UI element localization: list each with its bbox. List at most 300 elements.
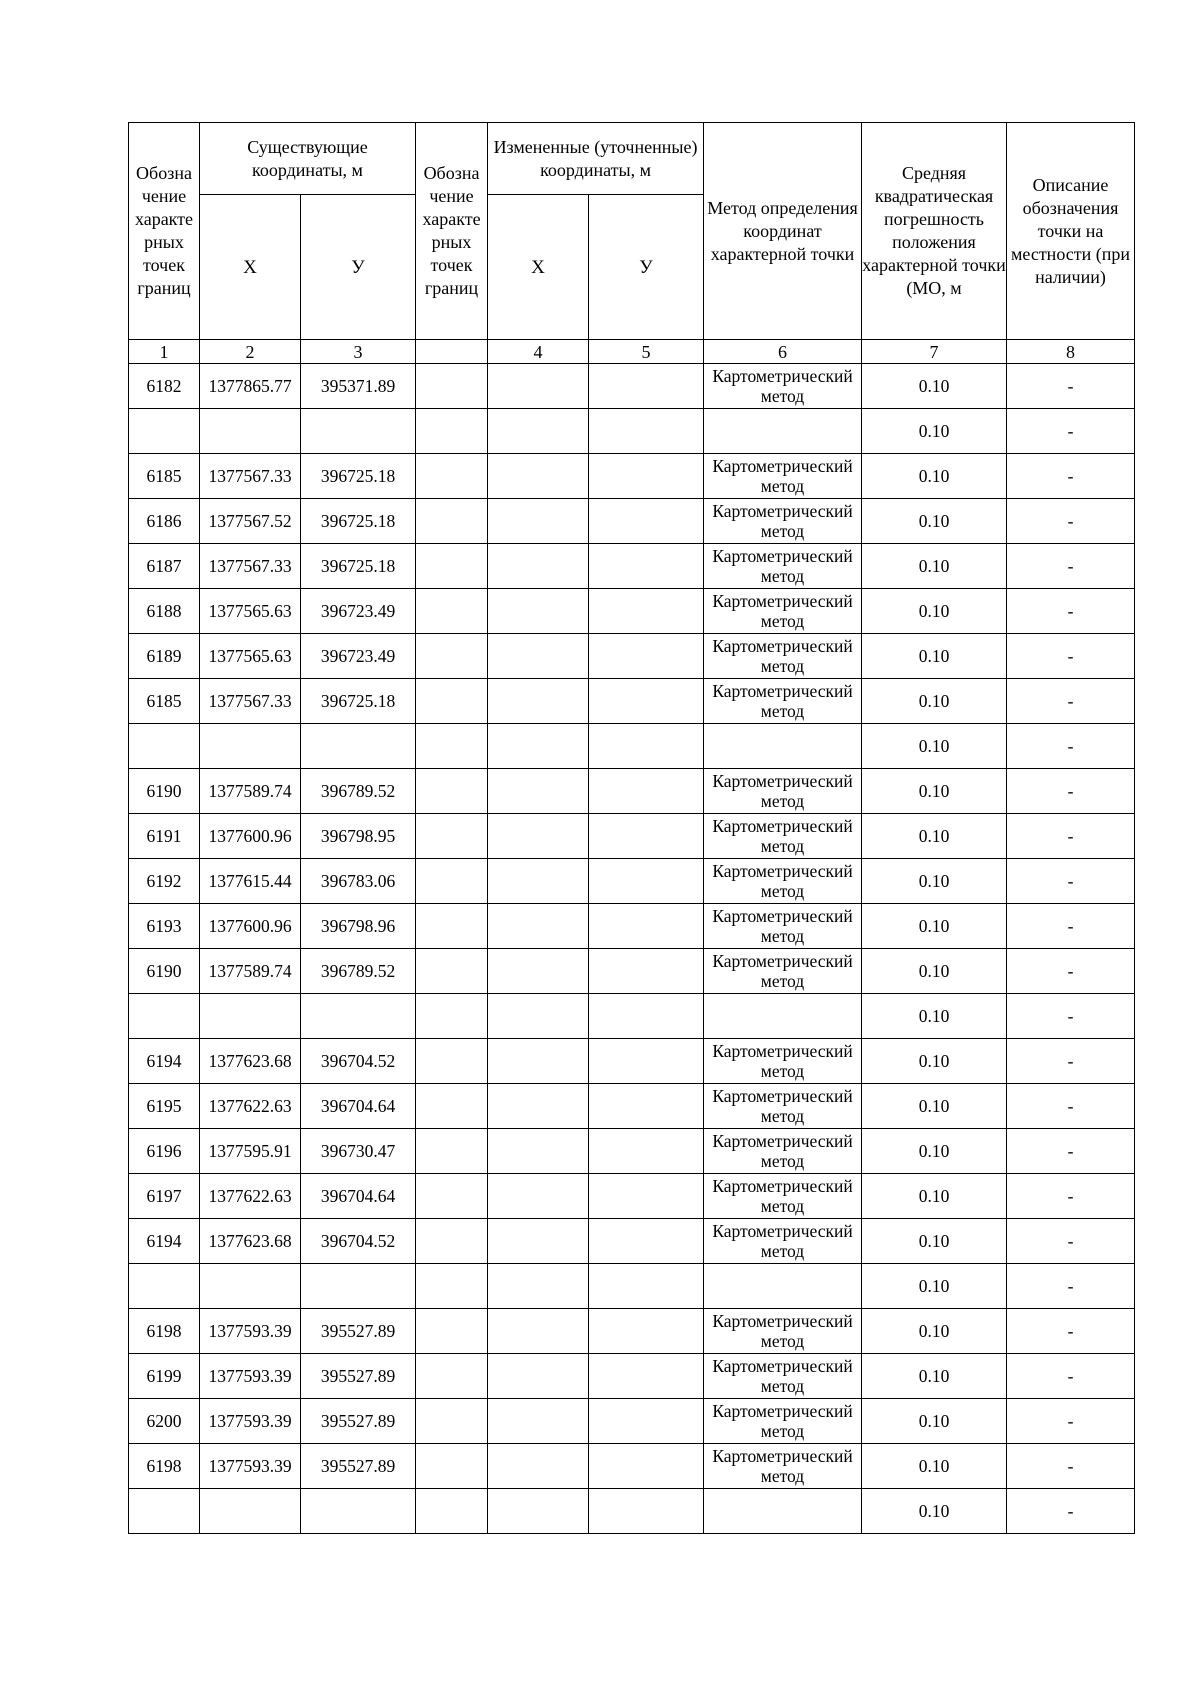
table-row: [129, 1309, 1135, 1354]
method-line-2: метод: [760, 836, 805, 856]
changed-x-cell: [488, 1309, 589, 1354]
changed-y-cell: [589, 1444, 704, 1489]
changed-point-id-cell: [416, 814, 488, 859]
existing-y-cell: 396798.96: [301, 904, 416, 949]
changed-point-id-cell: [416, 1174, 488, 1219]
method-line-2: метод: [760, 1376, 805, 1396]
method-line-2: метод: [760, 386, 805, 406]
method-line-1: Картометрический: [712, 501, 853, 521]
changed-point-id-cell: [416, 1039, 488, 1084]
table-body: [129, 364, 1135, 1534]
changed-x-cell: [488, 409, 589, 454]
description-cell: -: [1007, 1309, 1135, 1354]
table-row: [129, 409, 1135, 454]
method-cell: [704, 769, 862, 814]
changed-point-id-cell: [416, 1129, 488, 1174]
accuracy-cell: 0.10: [862, 1084, 1007, 1129]
description-cell: -: [1007, 1174, 1135, 1219]
method-cell: [704, 589, 862, 634]
column-number: [416, 340, 488, 364]
changed-x-cell: [488, 1039, 589, 1084]
point-id-cell: 6197: [129, 1174, 200, 1219]
method-cell: [704, 1174, 862, 1219]
method-line-2: метод: [760, 611, 805, 631]
changed-y-cell: [589, 904, 704, 949]
method-line-2: метод: [760, 656, 805, 676]
accuracy-cell: 0.10: [862, 1399, 1007, 1444]
method-line-2: метод: [760, 791, 805, 811]
changed-point-id-cell: [416, 454, 488, 499]
point-id-cell: 6193: [129, 904, 200, 949]
method-line-1: Картометрический: [712, 1401, 853, 1421]
existing-y-cell: 396704.52: [301, 1219, 416, 1264]
table-row: [129, 724, 1135, 769]
existing-x-cell: 1377593.39: [200, 1444, 301, 1489]
changed-y-cell: [589, 454, 704, 499]
changed-y-cell: [589, 1039, 704, 1084]
method-cell: [704, 1219, 862, 1264]
description-cell: -: [1007, 994, 1135, 1039]
table-row: [129, 859, 1135, 904]
header-description: Описание обозначения точки на местности (при наличии): [1007, 123, 1135, 340]
existing-y-cell: 396783.06: [301, 859, 416, 904]
table-row: [129, 499, 1135, 544]
description-cell: -: [1007, 1084, 1135, 1129]
method-line-2: метод: [760, 1331, 805, 1351]
method-line-1: Картометрический: [712, 861, 853, 881]
method-line-1: Картометрический: [712, 1131, 853, 1151]
changed-x-cell: [488, 904, 589, 949]
existing-y-cell: 396704.64: [301, 1084, 416, 1129]
description-cell: -: [1007, 859, 1135, 904]
point-id-cell: 6196: [129, 1129, 200, 1174]
existing-x-cell: 1377865.77: [200, 364, 301, 409]
changed-x-cell: [488, 499, 589, 544]
method-line-2: метод: [760, 926, 805, 946]
description-cell: -: [1007, 544, 1135, 589]
changed-y-cell: [589, 814, 704, 859]
accuracy-cell: 0.10: [862, 1264, 1007, 1309]
existing-x-cell: 1377589.74: [200, 769, 301, 814]
accuracy-cell: 0.10: [862, 679, 1007, 724]
existing-y-cell: 396725.18: [301, 454, 416, 499]
changed-point-id-cell: [416, 1084, 488, 1129]
method-line-2: метод: [760, 1151, 805, 1171]
table-row: [129, 1219, 1135, 1264]
changed-x-cell: [488, 1489, 589, 1534]
changed-point-id-cell: [416, 1444, 488, 1489]
changed-x-cell: [488, 1354, 589, 1399]
accuracy-cell: 0.10: [862, 544, 1007, 589]
description-cell: -: [1007, 1039, 1135, 1084]
point-id-cell: 6189: [129, 634, 200, 679]
description-cell: -: [1007, 1219, 1135, 1264]
changed-x-cell: [488, 994, 589, 1039]
existing-y-cell: [301, 994, 416, 1039]
method-line-2: метод: [760, 1061, 805, 1081]
existing-y-cell: 396704.64: [301, 1174, 416, 1219]
existing-x-cell: 1377593.39: [200, 1309, 301, 1354]
accuracy-cell: 0.10: [862, 1129, 1007, 1174]
column-number: 7: [862, 340, 1007, 364]
existing-y-cell: 395527.89: [301, 1444, 416, 1489]
method-cell: [704, 1084, 862, 1129]
changed-y-cell: [589, 859, 704, 904]
table-row: [129, 679, 1135, 724]
existing-x-cell: [200, 994, 301, 1039]
existing-x-cell: 1377567.33: [200, 544, 301, 589]
existing-y-cell: 396725.18: [301, 679, 416, 724]
point-id-cell: 6198: [129, 1309, 200, 1354]
method-cell: [704, 724, 862, 769]
method-cell: [704, 634, 862, 679]
method-line-1: Картометрический: [712, 1041, 853, 1061]
header-changed-y: У: [589, 195, 704, 340]
method-cell: [704, 499, 862, 544]
method-cell: [704, 859, 862, 904]
existing-y-cell: 395527.89: [301, 1309, 416, 1354]
existing-x-cell: 1377589.74: [200, 949, 301, 994]
method-line-2: метод: [760, 1196, 805, 1216]
method-line-2: метод: [760, 1241, 805, 1261]
table-row: [129, 1444, 1135, 1489]
description-cell: -: [1007, 769, 1135, 814]
changed-x-cell: [488, 1399, 589, 1444]
accuracy-cell: 0.10: [862, 499, 1007, 544]
existing-y-cell: 396789.52: [301, 769, 416, 814]
existing-x-cell: [200, 1264, 301, 1309]
method-cell: [704, 814, 862, 859]
method-line-1: Картометрический: [712, 816, 853, 836]
changed-point-id-cell: [416, 1354, 488, 1399]
existing-y-cell: 396725.18: [301, 499, 416, 544]
method-cell: [704, 544, 862, 589]
changed-point-id-cell: [416, 1309, 488, 1354]
method-cell: [704, 1444, 862, 1489]
table-row: [129, 1354, 1135, 1399]
description-cell: -: [1007, 679, 1135, 724]
changed-point-id-cell: [416, 409, 488, 454]
method-line-1: Картометрический: [712, 366, 853, 386]
existing-x-cell: 1377595.91: [200, 1129, 301, 1174]
method-line-1: Картометрический: [712, 636, 853, 656]
changed-y-cell: [589, 1489, 704, 1534]
table-row: [129, 454, 1135, 499]
existing-x-cell: 1377622.63: [200, 1174, 301, 1219]
column-number: 4: [488, 340, 589, 364]
changed-point-id-cell: [416, 769, 488, 814]
description-cell: -: [1007, 634, 1135, 679]
column-number: 1: [129, 340, 200, 364]
method-line-2: метод: [760, 1421, 805, 1441]
changed-x-cell: [488, 859, 589, 904]
column-number-row: [129, 340, 1135, 364]
table-row: [129, 1489, 1135, 1534]
header-method: Метод определения координат характерной точки: [704, 123, 862, 340]
point-id-cell: [129, 1264, 200, 1309]
table-row: [129, 1129, 1135, 1174]
description-cell: -: [1007, 499, 1135, 544]
existing-x-cell: 1377615.44: [200, 859, 301, 904]
method-cell: [704, 1039, 862, 1084]
existing-y-cell: 396730.47: [301, 1129, 416, 1174]
existing-x-cell: 1377565.63: [200, 589, 301, 634]
table-row: [129, 994, 1135, 1039]
changed-x-cell: [488, 454, 589, 499]
changed-y-cell: [589, 1084, 704, 1129]
existing-y-cell: 396798.95: [301, 814, 416, 859]
accuracy-cell: 0.10: [862, 949, 1007, 994]
column-number: 5: [589, 340, 704, 364]
existing-x-cell: 1377623.68: [200, 1219, 301, 1264]
changed-y-cell: [589, 724, 704, 769]
accuracy-cell: 0.10: [862, 1309, 1007, 1354]
changed-point-id-cell: [416, 1219, 488, 1264]
table-row: [129, 1084, 1135, 1129]
table-header: [129, 123, 1135, 340]
accuracy-cell: 0.10: [862, 1489, 1007, 1534]
accuracy-cell: 0.10: [862, 589, 1007, 634]
accuracy-cell: 0.10: [862, 1174, 1007, 1219]
changed-y-cell: [589, 1219, 704, 1264]
accuracy-cell: 0.10: [862, 1219, 1007, 1264]
accuracy-cell: 0.10: [862, 1444, 1007, 1489]
point-id-cell: [129, 409, 200, 454]
method-line-2: метод: [760, 971, 805, 991]
existing-y-cell: 395371.89: [301, 364, 416, 409]
existing-y-cell: [301, 409, 416, 454]
changed-y-cell: [589, 364, 704, 409]
description-cell: -: [1007, 1354, 1135, 1399]
method-line-1: Картометрический: [712, 1176, 853, 1196]
description-cell: -: [1007, 454, 1135, 499]
accuracy-cell: 0.10: [862, 364, 1007, 409]
changed-point-id-cell: [416, 1489, 488, 1534]
existing-x-cell: 1377567.33: [200, 454, 301, 499]
changed-x-cell: [488, 544, 589, 589]
existing-y-cell: [301, 1264, 416, 1309]
accuracy-cell: 0.10: [862, 454, 1007, 499]
existing-x-cell: 1377593.39: [200, 1354, 301, 1399]
method-line-2: метод: [760, 566, 805, 586]
changed-point-id-cell: [416, 679, 488, 724]
method-line-1: Картометрический: [712, 951, 853, 971]
point-id-cell: 6186: [129, 499, 200, 544]
changed-x-cell: [488, 1084, 589, 1129]
header-changed-x: Х: [488, 195, 589, 340]
point-id-cell: [129, 1489, 200, 1534]
header-existing-y: У: [301, 195, 416, 340]
table-row: [129, 1039, 1135, 1084]
changed-x-cell: [488, 1174, 589, 1219]
changed-y-cell: [589, 544, 704, 589]
description-cell: -: [1007, 814, 1135, 859]
method-cell: [704, 454, 862, 499]
method-cell: [704, 1399, 862, 1444]
accuracy-cell: 0.10: [862, 1354, 1007, 1399]
existing-x-cell: 1377593.39: [200, 1399, 301, 1444]
method-cell: [704, 1354, 862, 1399]
column-number: 2: [200, 340, 301, 364]
description-cell: -: [1007, 949, 1135, 994]
changed-y-cell: [589, 994, 704, 1039]
accuracy-cell: 0.10: [862, 859, 1007, 904]
changed-y-cell: [589, 1264, 704, 1309]
changed-x-cell: [488, 1219, 589, 1264]
column-number: 8: [1007, 340, 1135, 364]
changed-point-id-cell: [416, 499, 488, 544]
method-cell: [704, 409, 862, 454]
changed-y-cell: [589, 499, 704, 544]
point-id-cell: [129, 994, 200, 1039]
accuracy-cell: 0.10: [862, 769, 1007, 814]
existing-y-cell: 395527.89: [301, 1399, 416, 1444]
point-id-cell: 6191: [129, 814, 200, 859]
existing-y-cell: 396789.52: [301, 949, 416, 994]
changed-y-cell: [589, 1174, 704, 1219]
table-row: [129, 904, 1135, 949]
header-point-id: Обозна чение характе рных точек границ: [129, 123, 200, 340]
method-line-2: метод: [760, 701, 805, 721]
method-line-1: Картометрический: [712, 681, 853, 701]
changed-point-id-cell: [416, 589, 488, 634]
coordinates-table: [128, 122, 1135, 1534]
existing-x-cell: 1377600.96: [200, 814, 301, 859]
changed-y-cell: [589, 1309, 704, 1354]
method-line-2: метод: [760, 1466, 805, 1486]
column-number: 6: [704, 340, 862, 364]
description-cell: -: [1007, 724, 1135, 769]
table-row: [129, 634, 1135, 679]
changed-x-cell: [488, 364, 589, 409]
description-cell: -: [1007, 1399, 1135, 1444]
description-cell: -: [1007, 904, 1135, 949]
existing-y-cell: 396725.18: [301, 544, 416, 589]
existing-y-cell: [301, 724, 416, 769]
point-id-cell: 6192: [129, 859, 200, 904]
changed-y-cell: [589, 769, 704, 814]
changed-point-id-cell: [416, 1264, 488, 1309]
accuracy-cell: 0.10: [862, 814, 1007, 859]
changed-point-id-cell: [416, 904, 488, 949]
existing-x-cell: [200, 724, 301, 769]
point-id-cell: 6188: [129, 589, 200, 634]
point-id-cell: 6194: [129, 1219, 200, 1264]
existing-x-cell: 1377567.33: [200, 679, 301, 724]
method-line-1: Картометрический: [712, 1446, 853, 1466]
existing-x-cell: [200, 409, 301, 454]
method-line-2: метод: [760, 521, 805, 541]
point-id-cell: 6190: [129, 949, 200, 994]
changed-y-cell: [589, 409, 704, 454]
method-line-2: метод: [760, 476, 805, 496]
point-id-cell: 6185: [129, 679, 200, 724]
description-cell: -: [1007, 364, 1135, 409]
accuracy-cell: 0.10: [862, 904, 1007, 949]
existing-x-cell: 1377623.68: [200, 1039, 301, 1084]
method-cell: [704, 1489, 862, 1534]
accuracy-cell: 0.10: [862, 1039, 1007, 1084]
method-cell: [704, 1264, 862, 1309]
changed-x-cell: [488, 679, 589, 724]
changed-y-cell: [589, 679, 704, 724]
accuracy-cell: 0.10: [862, 724, 1007, 769]
changed-y-cell: [589, 1399, 704, 1444]
method-cell: [704, 994, 862, 1039]
method-cell: [704, 364, 862, 409]
changed-x-cell: [488, 949, 589, 994]
point-id-cell: 6187: [129, 544, 200, 589]
existing-y-cell: 396704.52: [301, 1039, 416, 1084]
existing-y-cell: 395527.89: [301, 1354, 416, 1399]
method-cell: [704, 679, 862, 724]
table-row: [129, 814, 1135, 859]
method-line-1: Картометрический: [712, 1086, 853, 1106]
changed-y-cell: [589, 634, 704, 679]
changed-point-id-cell: [416, 859, 488, 904]
changed-x-cell: [488, 589, 589, 634]
table-row: [129, 1174, 1135, 1219]
point-id-cell: 6190: [129, 769, 200, 814]
existing-x-cell: 1377622.63: [200, 1084, 301, 1129]
method-cell: [704, 949, 862, 994]
changed-point-id-cell: [416, 364, 488, 409]
changed-y-cell: [589, 949, 704, 994]
point-id-cell: 6195: [129, 1084, 200, 1129]
changed-point-id-cell: [416, 1399, 488, 1444]
existing-x-cell: 1377600.96: [200, 904, 301, 949]
point-id-cell: 6200: [129, 1399, 200, 1444]
changed-x-cell: [488, 814, 589, 859]
method-line-2: метод: [760, 881, 805, 901]
header-existing-coordinates: Существующие координаты, м: [200, 123, 416, 195]
changed-y-cell: [589, 589, 704, 634]
method-cell: [704, 1129, 862, 1174]
header-existing-x: Х: [200, 195, 301, 340]
method-line-1: Картометрический: [712, 1356, 853, 1376]
changed-point-id-cell: [416, 634, 488, 679]
point-id-cell: 6182: [129, 364, 200, 409]
method-line-1: Картометрический: [712, 456, 853, 476]
header-point-id-changed: Обозна чение характе рных точек границ: [416, 123, 488, 340]
method-line-1: Картометрический: [712, 591, 853, 611]
table-row: [129, 949, 1135, 994]
accuracy-cell: 0.10: [862, 994, 1007, 1039]
table-row: [129, 1399, 1135, 1444]
point-id-cell: 6199: [129, 1354, 200, 1399]
changed-point-id-cell: [416, 544, 488, 589]
point-id-cell: 6198: [129, 1444, 200, 1489]
existing-x-cell: [200, 1489, 301, 1534]
existing-y-cell: 396723.49: [301, 634, 416, 679]
header-changed-coordinates: Измененные (уточненные) координаты, м: [488, 123, 704, 195]
header-accuracy: Средняя квадратическая погрешность положения характерной точки (МО, м: [862, 123, 1007, 340]
changed-x-cell: [488, 1129, 589, 1174]
existing-x-cell: 1377567.52: [200, 499, 301, 544]
existing-x-cell: 1377565.63: [200, 634, 301, 679]
method-line-1: Картометрический: [712, 546, 853, 566]
existing-y-cell: [301, 1489, 416, 1534]
method-line-1: Картометрический: [712, 771, 853, 791]
changed-x-cell: [488, 1444, 589, 1489]
accuracy-cell: 0.10: [862, 409, 1007, 454]
method-line-2: метод: [760, 1106, 805, 1126]
column-number: 3: [301, 340, 416, 364]
changed-x-cell: [488, 634, 589, 679]
point-id-cell: 6185: [129, 454, 200, 499]
point-id-cell: [129, 724, 200, 769]
changed-x-cell: [488, 1264, 589, 1309]
